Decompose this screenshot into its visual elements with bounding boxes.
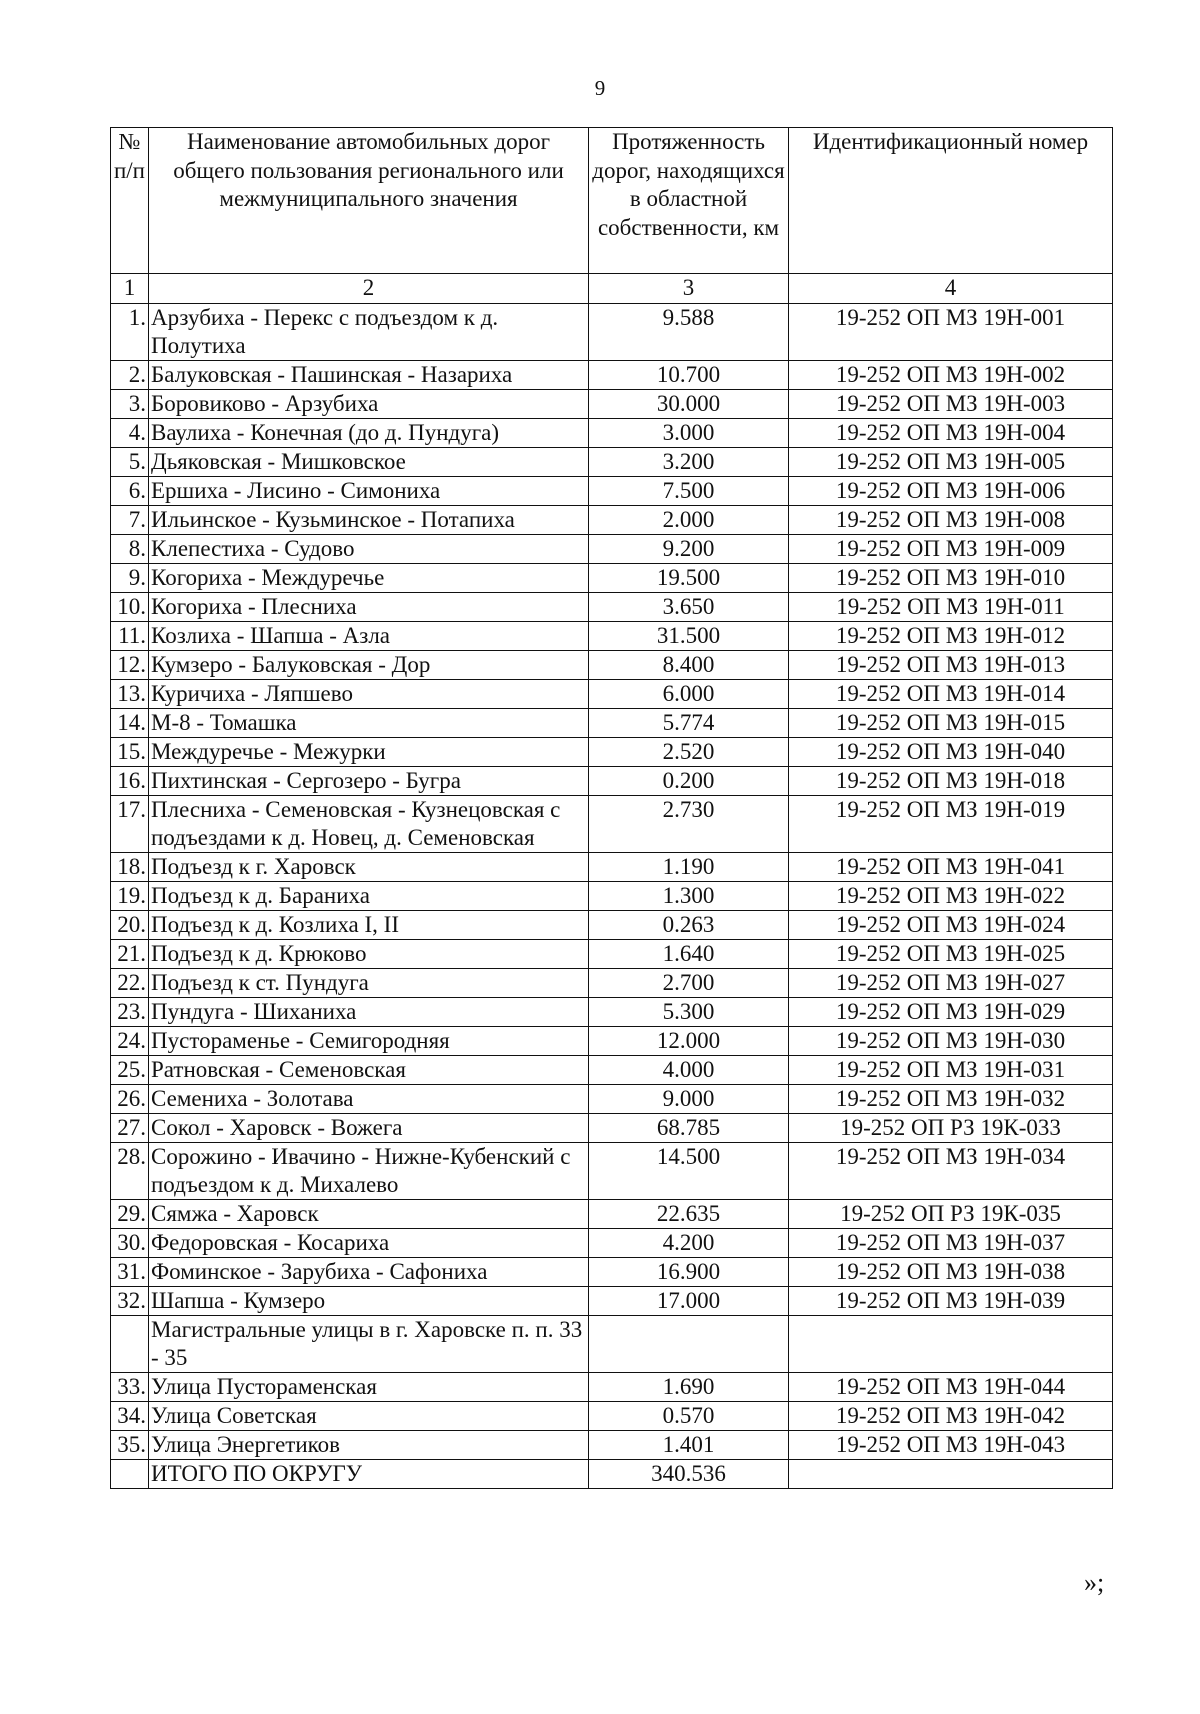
row-number: 11. (111, 621, 149, 650)
road-name: Улица Советская (149, 1401, 589, 1430)
road-ident: 19-252 ОП МЗ 19Н-029 (789, 997, 1113, 1026)
road-length: 0.570 (589, 1401, 789, 1430)
row-number: 23. (111, 997, 149, 1026)
road-name: Пундуга - Шиханиха (149, 997, 589, 1026)
road-length: 0.200 (589, 766, 789, 795)
row-number: 34. (111, 1401, 149, 1430)
road-ident: 19-252 ОП МЗ 19Н-012 (789, 621, 1113, 650)
table-row (111, 650, 1113, 679)
road-ident: 19-252 ОП МЗ 19Н-031 (789, 1055, 1113, 1084)
table-row (111, 910, 1113, 939)
road-ident: 19-252 ОП МЗ 19Н-040 (789, 737, 1113, 766)
road-ident: 19-252 ОП МЗ 19Н-006 (789, 476, 1113, 505)
row-number: 33. (111, 1372, 149, 1401)
row-number: 10. (111, 592, 149, 621)
table-row (111, 505, 1113, 534)
road-name: Дьяковская - Мишковское (149, 447, 589, 476)
road-ident: 19-252 ОП МЗ 19Н-002 (789, 360, 1113, 389)
road-length: 68.785 (589, 1113, 789, 1142)
road-ident: 19-252 ОП МЗ 19Н-013 (789, 650, 1113, 679)
road-name: Ратновская - Семеновская (149, 1055, 589, 1084)
table-row (111, 534, 1113, 563)
table-row (111, 389, 1113, 418)
road-ident: 19-252 ОП МЗ 19Н-001 (789, 303, 1113, 360)
header-num-2: 2 (149, 274, 589, 304)
road-ident: 19-252 ОП МЗ 19Н-011 (789, 592, 1113, 621)
row-number: 13. (111, 679, 149, 708)
row-number: 4. (111, 418, 149, 447)
road-name: Ершиха - Лисино - Симониха (149, 476, 589, 505)
road-length: 2.700 (589, 968, 789, 997)
table-row (111, 447, 1113, 476)
row-number: 20. (111, 910, 149, 939)
road-ident: 19-252 ОП МЗ 19Н-019 (789, 795, 1113, 852)
road-name: Когориха - Междуречье (149, 563, 589, 592)
row-number (111, 1459, 149, 1488)
road-length: 3.650 (589, 592, 789, 621)
road-ident: 19-252 ОП МЗ 19Н-037 (789, 1228, 1113, 1257)
road-ident: 19-252 ОП МЗ 19Н-027 (789, 968, 1113, 997)
road-name: Плесниха - Семеновская - Кузнецовская с подъездами к д. Новец, д. Семеновская (149, 795, 589, 852)
road-ident: 19-252 ОП МЗ 19Н-008 (789, 505, 1113, 534)
road-length: 16.900 (589, 1257, 789, 1286)
road-name: Балуковская - Пашинская - Назариха (149, 360, 589, 389)
table-row (111, 303, 1113, 360)
row-number: 27. (111, 1113, 149, 1142)
road-name: Куричиха - Ляпшево (149, 679, 589, 708)
row-number: 18. (111, 852, 149, 881)
road-length: 3.200 (589, 447, 789, 476)
road-name: Боровиково - Арзубиха (149, 389, 589, 418)
row-number: 30. (111, 1228, 149, 1257)
header-col-ident: Идентификационный номер (789, 128, 1113, 274)
road-length: 10.700 (589, 360, 789, 389)
road-ident: 19-252 ОП МЗ 19Н-041 (789, 852, 1113, 881)
row-number: 8. (111, 534, 149, 563)
road-length: 3.000 (589, 418, 789, 447)
header-num-1: 1 (111, 274, 149, 304)
road-length: 1.401 (589, 1430, 789, 1459)
table-row (111, 1372, 1113, 1401)
road-name: Подъезд к д. Козлиха I, II (149, 910, 589, 939)
row-number: 17. (111, 795, 149, 852)
header-col-name: Наименование автомобильных дорог общего пользования регионального или межмуниципального значения (149, 128, 589, 274)
table-row (111, 881, 1113, 910)
table-row (111, 1142, 1113, 1199)
table-row (111, 621, 1113, 650)
row-number: 29. (111, 1199, 149, 1228)
road-name: Семениха - Золотава (149, 1084, 589, 1113)
road-ident: 19-252 ОП МЗ 19Н-010 (789, 563, 1113, 592)
road-name: Подъезд к г. Харовск (149, 852, 589, 881)
road-length: 340.536 (589, 1459, 789, 1488)
road-name: М-8 - Томашка (149, 708, 589, 737)
row-number: 1. (111, 303, 149, 360)
road-name: Арзубиха - Перекс с подъездом к д. Полутиха (149, 303, 589, 360)
road-name: Клепестиха - Судово (149, 534, 589, 563)
header-num-4: 4 (789, 274, 1113, 304)
road-ident: 19-252 ОП МЗ 19Н-005 (789, 447, 1113, 476)
row-number: 14. (111, 708, 149, 737)
road-length: 5.300 (589, 997, 789, 1026)
row-number: 12. (111, 650, 149, 679)
road-ident: 19-252 ОП МЗ 19Н-018 (789, 766, 1113, 795)
road-length: 12.000 (589, 1026, 789, 1055)
road-name: Подъезд к д. Бараниха (149, 881, 589, 910)
table-row (111, 766, 1113, 795)
road-name: Федоровская - Косариха (149, 1228, 589, 1257)
table-row (111, 708, 1113, 737)
table-row (111, 1257, 1113, 1286)
road-length: 8.400 (589, 650, 789, 679)
row-number: 21. (111, 939, 149, 968)
road-name: Сокол - Харовск - Вожега (149, 1113, 589, 1142)
road-length: 30.000 (589, 389, 789, 418)
row-number: 16. (111, 766, 149, 795)
road-length: 14.500 (589, 1142, 789, 1199)
road-ident: 19-252 ОП МЗ 19Н-034 (789, 1142, 1113, 1199)
road-length: 9.200 (589, 534, 789, 563)
road-length: 2.520 (589, 737, 789, 766)
table-body (111, 303, 1113, 1488)
row-number: 24. (111, 1026, 149, 1055)
table-row (111, 1401, 1113, 1430)
table-row (111, 1026, 1113, 1055)
road-ident: 19-252 ОП МЗ 19Н-003 (789, 389, 1113, 418)
road-ident: 19-252 ОП МЗ 19Н-043 (789, 1430, 1113, 1459)
table-row (111, 1430, 1113, 1459)
row-number: 9. (111, 563, 149, 592)
table-row (111, 852, 1113, 881)
road-length: 31.500 (589, 621, 789, 650)
road-ident: 19-252 ОП МЗ 19Н-022 (789, 881, 1113, 910)
road-name: ИТОГО ПО ОКРУГУ (149, 1459, 589, 1488)
road-name: Фоминское - Зарубиха - Сафониха (149, 1257, 589, 1286)
road-name: Когориха - Плесниха (149, 592, 589, 621)
page-number: 9 (594, 76, 606, 100)
table-row (111, 1084, 1113, 1113)
road-ident: 19-252 ОП РЗ 19К-035 (789, 1199, 1113, 1228)
road-length (589, 1315, 789, 1372)
road-length: 19.500 (589, 563, 789, 592)
table-row (111, 1199, 1113, 1228)
road-length: 2.000 (589, 505, 789, 534)
road-ident: 19-252 ОП МЗ 19Н-014 (789, 679, 1113, 708)
table-row (111, 737, 1113, 766)
road-length: 5.774 (589, 708, 789, 737)
road-ident: 19-252 ОП МЗ 19Н-030 (789, 1026, 1113, 1055)
table-row (111, 563, 1113, 592)
header-col-number: № п/п (111, 128, 149, 274)
table-row (111, 968, 1113, 997)
road-length: 9.000 (589, 1084, 789, 1113)
row-number: 6. (111, 476, 149, 505)
road-name: Ильинское - Кузьминское - Потапиха (149, 505, 589, 534)
road-ident: 19-252 ОП МЗ 19Н-025 (789, 939, 1113, 968)
road-name: Козлиха - Шапша - Азла (149, 621, 589, 650)
road-ident (789, 1459, 1113, 1488)
road-ident: 19-252 ОП МЗ 19Н-004 (789, 418, 1113, 447)
road-ident: 19-252 ОП МЗ 19Н-039 (789, 1286, 1113, 1315)
road-length: 4.200 (589, 1228, 789, 1257)
closing-quote: »; (1084, 1568, 1105, 1597)
road-length: 0.263 (589, 910, 789, 939)
road-ident: 19-252 ОП МЗ 19Н-015 (789, 708, 1113, 737)
road-length: 1.300 (589, 881, 789, 910)
road-name: Пустораменье - Семигородняя (149, 1026, 589, 1055)
header-col-length: Протяженность дорог, находящихся в областной собственности, км (589, 128, 789, 274)
header-num-3: 3 (589, 274, 789, 304)
road-length: 4.000 (589, 1055, 789, 1084)
road-name: Кумзеро - Балуковская - Дор (149, 650, 589, 679)
roads-table (110, 127, 1113, 1489)
table-header (111, 128, 1113, 304)
row-number: 15. (111, 737, 149, 766)
road-length: 2.730 (589, 795, 789, 852)
row-number: 2. (111, 360, 149, 389)
table-row (111, 1286, 1113, 1315)
row-number: 35. (111, 1430, 149, 1459)
road-length: 6.000 (589, 679, 789, 708)
table-row (111, 1055, 1113, 1084)
road-name: Пихтинская - Сергозеро - Бугра (149, 766, 589, 795)
road-name: Подъезд к ст. Пундуга (149, 968, 589, 997)
road-name: Междуречье - Межурки (149, 737, 589, 766)
table-row (111, 939, 1113, 968)
row-number: 32. (111, 1286, 149, 1315)
table-row (111, 997, 1113, 1026)
road-ident: 19-252 ОП МЗ 19Н-024 (789, 910, 1113, 939)
road-name: Магистральные улицы в г. Харовске п. п. 33 - 35 (149, 1315, 589, 1372)
road-name: Подъезд к д. Крюково (149, 939, 589, 968)
row-number: 19. (111, 881, 149, 910)
row-number: 25. (111, 1055, 149, 1084)
road-length: 1.640 (589, 939, 789, 968)
table-row (111, 360, 1113, 389)
road-length: 22.635 (589, 1199, 789, 1228)
road-name: Шапша - Кумзеро (149, 1286, 589, 1315)
row-number: 28. (111, 1142, 149, 1199)
row-number (111, 1315, 149, 1372)
road-name: Сямжа - Харовск (149, 1199, 589, 1228)
road-ident: 19-252 ОП РЗ 19К-033 (789, 1113, 1113, 1142)
road-name: Сорожино - Ивачино - Нижне-Кубенский с подъездом к д. Михалево (149, 1142, 589, 1199)
road-ident: 19-252 ОП МЗ 19Н-032 (789, 1084, 1113, 1113)
row-number: 22. (111, 968, 149, 997)
row-number: 26. (111, 1084, 149, 1113)
road-ident: 19-252 ОП МЗ 19Н-044 (789, 1372, 1113, 1401)
road-ident: 19-252 ОП МЗ 19Н-038 (789, 1257, 1113, 1286)
road-ident: 19-252 ОП МЗ 19Н-009 (789, 534, 1113, 563)
row-number: 3. (111, 389, 149, 418)
table-row (111, 679, 1113, 708)
road-ident (789, 1315, 1113, 1372)
road-length: 17.000 (589, 1286, 789, 1315)
table-row (111, 418, 1113, 447)
road-name: Ваулиха - Конечная (до д. Пундуга) (149, 418, 589, 447)
road-ident: 19-252 ОП МЗ 19Н-042 (789, 1401, 1113, 1430)
road-name: Улица Энергетиков (149, 1430, 589, 1459)
table-row (111, 795, 1113, 852)
row-number: 31. (111, 1257, 149, 1286)
table-row (111, 592, 1113, 621)
road-length: 1.190 (589, 852, 789, 881)
table-row (111, 1315, 1113, 1372)
road-name: Улица Пустораменская (149, 1372, 589, 1401)
road-length: 7.500 (589, 476, 789, 505)
table-row (111, 1459, 1113, 1488)
road-length: 1.690 (589, 1372, 789, 1401)
table-row (111, 1228, 1113, 1257)
row-number: 7. (111, 505, 149, 534)
road-length: 9.588 (589, 303, 789, 360)
table-row (111, 1113, 1113, 1142)
row-number: 5. (111, 447, 149, 476)
table-row (111, 476, 1113, 505)
